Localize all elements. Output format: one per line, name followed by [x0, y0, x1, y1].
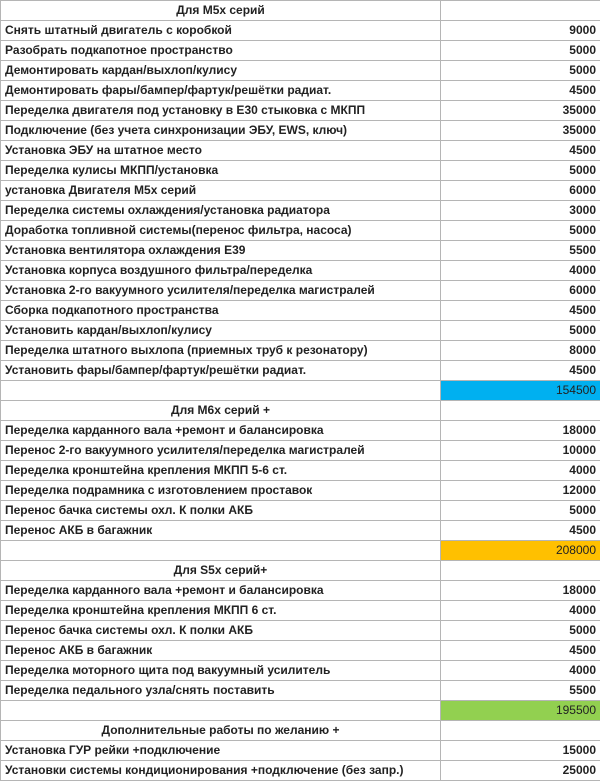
section-header-row	[1, 1, 600, 21]
table-row	[1, 201, 600, 221]
empty-cell	[1, 541, 441, 561]
work-item-price: 35000	[441, 121, 600, 141]
table-row	[1, 621, 600, 641]
work-item-name: Переделка карданного вала +ремонт и балансировка	[1, 421, 441, 441]
table-row	[1, 121, 600, 141]
work-item-price: 4000	[441, 461, 600, 481]
work-item-price: 25000	[441, 761, 600, 781]
empty-cell	[1, 381, 441, 401]
work-item-price: 6000	[441, 181, 600, 201]
section-total-row	[1, 381, 600, 401]
work-item-price: 10000	[441, 441, 600, 461]
work-item-name: Снять штатный двигатель с коробкой	[1, 21, 441, 41]
work-item-price: 4500	[441, 141, 600, 161]
section-title: Дополнительные работы по желанию +	[1, 721, 441, 741]
work-item-name: Перенос бачка системы охл. К полки АКБ	[1, 621, 441, 641]
work-item-name: Переделка кронштейна крепления МКПП 6 ст.	[1, 601, 441, 621]
work-item-name: Установка вентилятора охлаждения Е39	[1, 241, 441, 261]
empty-cell	[441, 401, 600, 421]
table-row	[1, 281, 600, 301]
work-item-price: 6000	[441, 281, 600, 301]
work-item-name: Демонтировать фары/бампер/фартук/решётки радиат.	[1, 81, 441, 101]
work-item-name: Сборка подкапотного пространства	[1, 301, 441, 321]
work-item-price: 4000	[441, 661, 600, 681]
work-item-name: Доработка топливной системы(перенос фильтра, насоса)	[1, 221, 441, 241]
work-item-price: 5000	[441, 321, 600, 341]
work-item-price: 5000	[441, 41, 600, 61]
work-item-price: 15000	[441, 741, 600, 761]
work-item-name: Переделка подрамника с изготовлением проставок	[1, 481, 441, 501]
table-row	[1, 661, 600, 681]
table-row	[1, 301, 600, 321]
work-item-name: Установка ГУР рейки +подключение	[1, 741, 441, 761]
table-row	[1, 101, 600, 121]
table-row	[1, 761, 600, 781]
work-item-name: Переделка педального узла/снять поставить	[1, 681, 441, 701]
work-item-name: Переделка моторного щита под вакуумный усилитель	[1, 661, 441, 681]
table-row	[1, 241, 600, 261]
table-row	[1, 441, 600, 461]
table-row	[1, 641, 600, 661]
table-row	[1, 501, 600, 521]
section-title: Для М6х серий +	[1, 401, 441, 421]
work-item-name: Переделка штатного выхлопа (приемных труб к резонатору)	[1, 341, 441, 361]
section-title: Для S5х серий+	[1, 561, 441, 581]
price-table-body	[1, 1, 600, 781]
table-row	[1, 221, 600, 241]
table-row	[1, 421, 600, 441]
section-header-row	[1, 401, 600, 421]
table-row	[1, 681, 600, 701]
section-total-value: 154500	[441, 381, 600, 401]
work-item-name: Установить фары/бампер/фартук/решётки радиат.	[1, 361, 441, 381]
work-item-price: 5000	[441, 221, 600, 241]
work-item-price: 5000	[441, 501, 600, 521]
table-row	[1, 181, 600, 201]
work-item-name: Перенос 2-го вакуумного усилителя/переделка магистралей	[1, 441, 441, 461]
work-item-name: Переделка двигателя под установку в Е30 стыковка с МКПП	[1, 101, 441, 121]
work-item-name: Установки системы кондиционирования +подключение (без запр.)	[1, 761, 441, 781]
work-item-price: 4000	[441, 601, 600, 621]
table-row	[1, 61, 600, 81]
table-row	[1, 581, 600, 601]
work-item-price: 4500	[441, 521, 600, 541]
table-row	[1, 21, 600, 41]
section-total-row	[1, 541, 600, 561]
work-item-price: 5500	[441, 241, 600, 261]
work-item-name: Перенос АКБ в багажник	[1, 521, 441, 541]
table-row	[1, 321, 600, 341]
table-row	[1, 461, 600, 481]
work-item-price: 8000	[441, 341, 600, 361]
table-row	[1, 81, 600, 101]
work-item-name: Перенос бачка системы охл. К полки АКБ	[1, 501, 441, 521]
section-total-value: 195500	[441, 701, 600, 721]
work-item-price: 5000	[441, 621, 600, 641]
work-item-price: 9000	[441, 21, 600, 41]
table-row	[1, 41, 600, 61]
work-item-price: 3000	[441, 201, 600, 221]
work-item-price: 4000	[441, 261, 600, 281]
table-row	[1, 341, 600, 361]
empty-cell	[441, 1, 600, 21]
section-total-value: 208000	[441, 541, 600, 561]
section-title: Для М5х серий	[1, 1, 441, 21]
empty-cell	[441, 721, 600, 741]
work-item-name: Демонтировать кардан/выхлоп/кулису	[1, 61, 441, 81]
work-item-price: 5000	[441, 161, 600, 181]
work-item-name: Установить кардан/выхлоп/кулису	[1, 321, 441, 341]
work-item-name: Подключение (без учета синхронизации ЭБУ, EWS, ключ)	[1, 121, 441, 141]
work-item-price: 4500	[441, 301, 600, 321]
work-item-name: Переделка карданного вала +ремонт и балансировка	[1, 581, 441, 601]
work-item-price: 4500	[441, 81, 600, 101]
section-total-row	[1, 701, 600, 721]
work-item-price: 18000	[441, 421, 600, 441]
work-item-price: 4500	[441, 641, 600, 661]
empty-cell	[1, 701, 441, 721]
work-item-name: Разобрать подкапотное пространство	[1, 41, 441, 61]
table-row	[1, 141, 600, 161]
work-item-name: Установка 2-го вакуумного усилителя/переделка магистралей	[1, 281, 441, 301]
work-item-price: 18000	[441, 581, 600, 601]
table-row	[1, 261, 600, 281]
work-item-name: Переделка системы охлаждения/установка радиатора	[1, 201, 441, 221]
section-header-row	[1, 561, 600, 581]
work-item-name: Переделка кулисы МКПП/установка	[1, 161, 441, 181]
table-row	[1, 161, 600, 181]
work-item-price: 35000	[441, 101, 600, 121]
work-item-name: Переделка кронштейна крепления МКПП 5-6 ст.	[1, 461, 441, 481]
empty-cell	[441, 561, 600, 581]
work-item-price: 5500	[441, 681, 600, 701]
work-item-price: 12000	[441, 481, 600, 501]
table-row	[1, 521, 600, 541]
section-header-row	[1, 721, 600, 741]
work-item-price: 5000	[441, 61, 600, 81]
table-row	[1, 741, 600, 761]
work-item-name: Установка корпуса воздушного фильтра/переделка	[1, 261, 441, 281]
table-row	[1, 361, 600, 381]
table-row	[1, 481, 600, 501]
table-row	[1, 601, 600, 621]
work-item-name: Перенос АКБ в багажник	[1, 641, 441, 661]
work-item-name: Установка ЭБУ на штатное место	[1, 141, 441, 161]
work-item-name: установка Двигателя М5х серий	[1, 181, 441, 201]
work-item-price: 4500	[441, 361, 600, 381]
